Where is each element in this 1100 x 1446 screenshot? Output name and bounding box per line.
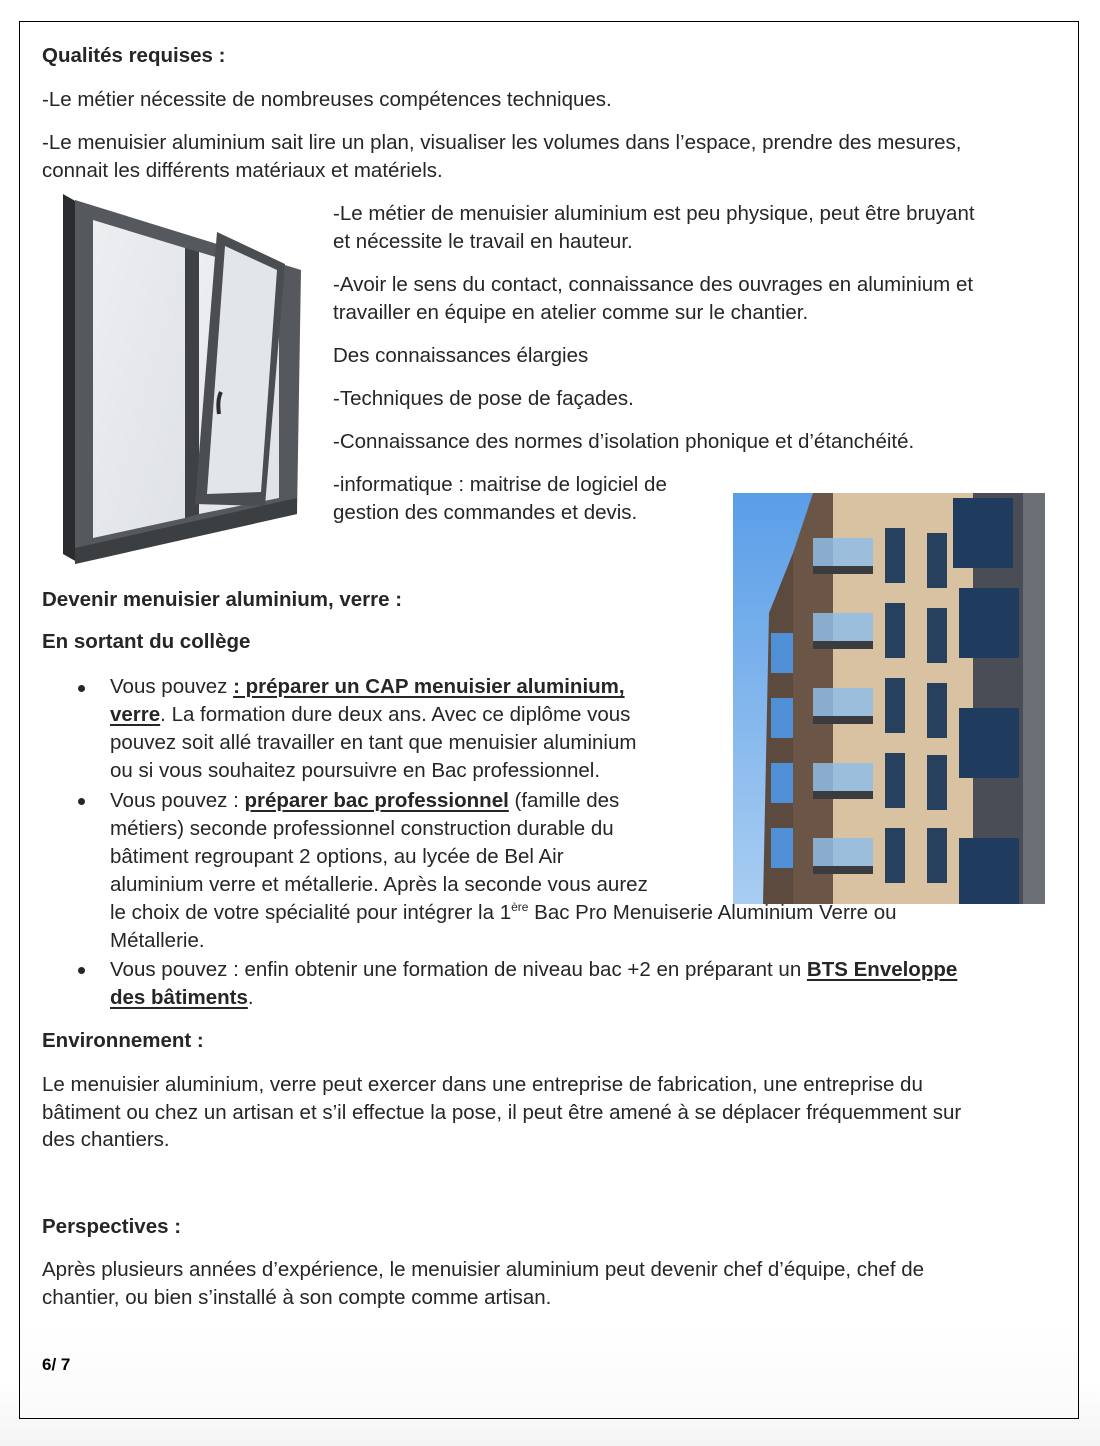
list-item-bts-line: des bâtiments. [110, 986, 254, 1009]
paragraph: des chantiers. [42, 1128, 170, 1151]
list-item-cap: Vous pouvez : préparer un CAP menuisier aluminium, [110, 675, 625, 698]
bullet-point [78, 685, 85, 692]
paragraph: bâtiment ou chez un artisan et s’il effectue la pose, il peut être amené à se déplacer fréquemment sur [42, 1101, 962, 1124]
paragraph: -Connaissance des normes d’isolation phonique et d’étanchéité. [333, 430, 915, 453]
bts-link-continued[interactable]: des bâtiments [110, 986, 248, 1009]
section-heading-environnement: Environnement : [42, 1029, 204, 1052]
bullet-point [78, 967, 85, 974]
list-item-bac-pro-line: le choix de votre spécialité pour intégrer la 1ère Bac Pro Menuiserie Aluminium Verre ou [110, 900, 897, 924]
paragraph: -Avoir le sens du contact, connaissance des ouvrages en aluminium et [333, 273, 974, 296]
bac-pro-link[interactable]: préparer bac professionnel [244, 789, 509, 812]
cap-link[interactable]: : préparer un CAP menuisier aluminium, [233, 675, 625, 698]
paragraph: et nécessite le travail en hauteur. [333, 230, 633, 253]
list-item-bac-pro-line: Métallerie. [110, 929, 205, 952]
list-item-cap-line: verre. La formation dure deux ans. Avec ce diplôme vous [110, 703, 631, 726]
list-item-cap-line: pouvez soit allé travailler en tant que menuisier aluminium [110, 731, 637, 754]
list-item-bts: Vous pouvez : enfin obtenir une formation de niveau bac +2 en préparant un BTS Enveloppe [110, 958, 958, 981]
list-item-bac-pro: Vous pouvez : préparer bac professionnel (famille des [110, 789, 620, 812]
page-number: 6/ 7 [42, 1355, 71, 1374]
paragraph: gestion des commandes et devis. [333, 501, 638, 524]
paragraph: connait les différents matériaux et matériels. [42, 159, 443, 182]
paragraph: Le menuisier aluminium, verre peut exercer dans une entreprise de fabrication, une entreprise du [42, 1073, 923, 1096]
cap-link-continued[interactable]: verre [110, 703, 161, 726]
paragraph: chantier, ou bien s’installé à son compte comme artisan. [42, 1286, 552, 1309]
window-image [57, 192, 307, 564]
bullet-point [78, 798, 85, 805]
aluminium-window-illustration [57, 192, 307, 564]
paragraph: -informatique : maitrise de logiciel de [333, 473, 667, 496]
paragraph: -Techniques de pose de façades. [333, 387, 634, 410]
paragraph: -Le métier de menuisier aluminium est peu physique, peut être bruyant [333, 202, 975, 225]
list-item-bac-pro-line: aluminium verre et métallerie. Après la seconde vous aurez [110, 873, 648, 896]
list-item-cap-line: ou si vous souhaitez poursuivre en Bac professionnel. [110, 759, 601, 782]
paragraph: -Le métier nécessite de nombreuses compétences techniques. [42, 88, 612, 111]
bts-link[interactable]: BTS Enveloppe [806, 958, 958, 981]
section-heading-perspectives: Perspectives : [42, 1215, 182, 1238]
subheading-college: En sortant du collège [42, 630, 251, 653]
paragraph: travailler en équipe en atelier comme sur le chantier. [333, 301, 809, 324]
apartment-building-illustration [733, 493, 1045, 904]
section-heading-devenir: Devenir menuisier aluminium, verre : [42, 588, 403, 611]
section-heading-qualites: Qualités requises : [42, 44, 226, 67]
list-item-bac-pro-line: métiers) seconde professionnel construction durable du [110, 817, 614, 840]
list-item-bac-pro-line: bâtiment regroupant 2 options, au lycée de Bel Air [110, 845, 564, 868]
paragraph: Après plusieurs années d’expérience, le menuisier aluminium peut devenir chef d’équipe, chef de [42, 1258, 925, 1281]
paragraph: Des connaissances élargies [333, 344, 589, 367]
paragraph: -Le menuisier aluminium sait lire un plan, visualiser les volumes dans l’espace, prendre des mesures, [42, 131, 962, 154]
building-image [733, 493, 1045, 904]
